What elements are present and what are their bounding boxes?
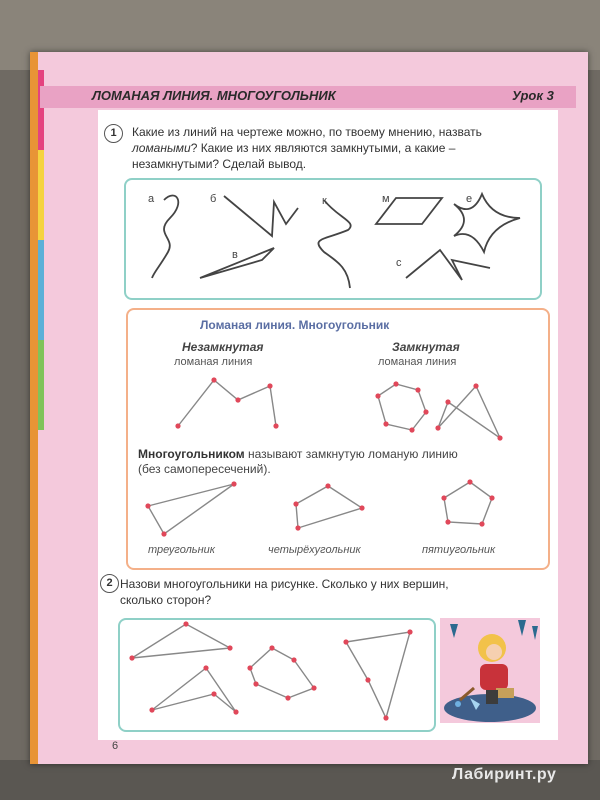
definition-text <box>138 447 538 477</box>
letter-e: е <box>466 193 473 205</box>
curve-a <box>152 195 178 278</box>
task2-quad-2 <box>346 632 410 718</box>
page-title: ЛОМАНАЯ ЛИНИЯ. МНОГОУГОЛЬНИК <box>92 88 336 103</box>
definition-line2: (без самопересечений). <box>138 462 271 476</box>
task2-quadrilateral <box>152 668 236 712</box>
rule-title: Ломаная линия. Многоугольник <box>200 318 390 332</box>
closed-label: Замкнутая <box>392 340 460 354</box>
open-label: Незамкнутая <box>182 340 264 354</box>
letter-k: к <box>322 195 327 207</box>
open-polyline <box>178 380 276 426</box>
lesson-label: Урок 3 <box>512 88 554 103</box>
quadrilateral-shape <box>296 486 362 528</box>
task2-text <box>120 576 550 608</box>
page-number: 6 <box>112 740 119 752</box>
closed-sublabel: ломаная линия <box>378 356 457 368</box>
task1-text <box>132 124 552 172</box>
task1-line1: Какие из линий на чертеже можно, по твоему мнению, назвать <box>132 125 482 139</box>
closed-self-intersecting <box>438 386 500 438</box>
polyline-s <box>406 250 490 280</box>
side-color-strip <box>38 70 44 150</box>
pentagon-shape <box>444 482 492 524</box>
lines-drawing <box>124 178 538 296</box>
task2-hexagon <box>250 648 314 698</box>
shape-name-pentagon: пятиугольник <box>422 544 496 556</box>
definition-term: Многоугольником <box>138 447 245 461</box>
task1-line3: незамкнутыми? Сделай вывод. <box>132 157 307 171</box>
definition-rest: называют замкнутую ломаную линию <box>244 447 458 461</box>
task2-line2: сколько сторон? <box>120 593 212 607</box>
task-number-badge: 1 <box>104 124 123 143</box>
polyline-b <box>224 196 298 236</box>
definition-line1 <box>138 447 538 462</box>
letter-v: в <box>232 249 238 261</box>
task2-polygons <box>118 618 432 728</box>
task1-italic-word: ломаными <box>132 141 191 155</box>
side-color-strip <box>38 340 44 430</box>
child-illustration <box>440 618 540 723</box>
star-e <box>454 194 520 252</box>
shape-name-triangle: треугольник <box>148 544 215 556</box>
task-number-badge: 2 <box>100 574 119 593</box>
watermark-logo: Лабиринт.ру <box>452 766 557 783</box>
page-edge-strip <box>30 52 38 764</box>
task2-line1: Назови многоугольники на рисунке. Сколько у них вершин, <box>120 577 449 591</box>
shape-name-quadrilateral: четырёхугольник <box>268 544 361 556</box>
letter-a: а <box>148 193 155 205</box>
letter-s: с <box>396 257 402 269</box>
curve-k <box>318 200 350 288</box>
task2-triangle <box>132 624 230 658</box>
task1-line2 <box>132 140 552 156</box>
task1-line2-rest: ? Какие из них являются замкнутыми, а какие – <box>190 141 456 155</box>
polygon-diagrams <box>126 308 546 566</box>
triangle-shape <box>148 484 234 534</box>
letter-b: б <box>210 193 217 205</box>
side-color-strip <box>38 150 44 240</box>
letter-m: м <box>382 193 390 205</box>
open-sublabel: ломаная линия <box>174 356 253 368</box>
side-color-strip <box>38 240 44 340</box>
